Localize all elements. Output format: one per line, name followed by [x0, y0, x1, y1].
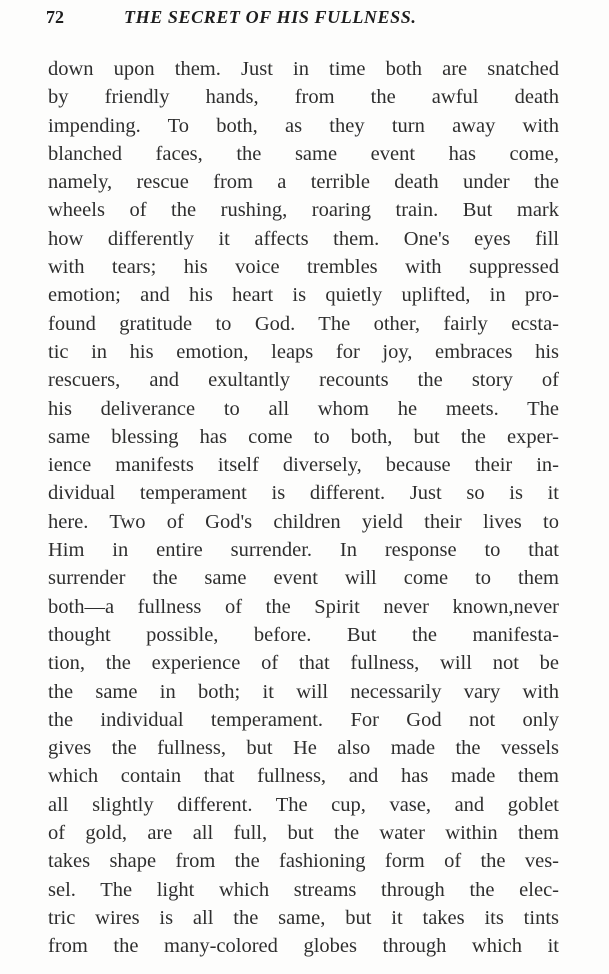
text-line: gives the fullness, but He also made the vessels	[48, 737, 559, 760]
text-line: tic in his emotion, leaps for joy, embraces his	[48, 340, 559, 363]
page-number: 72	[46, 7, 64, 27]
text-line: impending. To both, as they turn away with	[48, 114, 559, 137]
text-line: emotion; and his heart is quietly uplifted, in pro-	[48, 284, 559, 307]
text-line: from the many-colored globes through which it	[48, 935, 559, 958]
text-line: here. Two of God's children yield their lives to	[48, 510, 559, 533]
text-line: rescuers, and exultantly recounts the story of	[48, 369, 559, 392]
text-line: both—a fullness of the Spirit never known,never	[48, 595, 559, 618]
text-line: takes shape from the fashioning form of the ves-	[48, 850, 559, 873]
text-line: surrender the same event will come to them	[48, 567, 559, 590]
text-line: all slightly different. The cup, vase, and goblet	[48, 793, 559, 816]
text-line: namely, rescue from a terrible death under the	[48, 171, 559, 194]
text-line: blanched faces, the same event has come,	[48, 142, 559, 165]
text-line: the same in both; it will necessarily vary with	[48, 680, 559, 703]
text-line: same blessing has come to both, but the exper-	[48, 425, 559, 448]
text-line: his deliverance to all whom he meets. The	[48, 397, 559, 420]
text-line: by friendly hands, from the awful death	[48, 86, 559, 109]
text-line: which contain that fullness, and has made them	[48, 765, 559, 788]
text-line: tion, the experience of that fullness, will not be	[48, 652, 559, 675]
text-line: sel. The light which streams through the elec-	[48, 878, 559, 901]
text-line: found gratitude to God. The other, fairly ecsta-	[48, 312, 559, 335]
text-line: how differently it affects them. One's eyes fill	[48, 227, 559, 250]
running-head	[46, 6, 561, 28]
running-title: THE SECRET OF HIS FULLNESS.	[124, 7, 417, 27]
text-line: with tears; his voice trembles with suppressed	[48, 256, 559, 279]
text-line: of gold, are all full, but the water within them	[48, 822, 559, 845]
text-line: down upon them. Just in time both are snatched	[48, 58, 559, 80]
text-line: thought possible, before. But the manifesta-	[48, 623, 559, 646]
text-line: tric wires is all the same, but it takes its tints	[48, 906, 559, 929]
body-text	[48, 55, 559, 961]
text-line: the individual temperament. For God not only	[48, 708, 559, 731]
text-line: ience manifests itself diversely, because their in-	[48, 454, 559, 477]
text-line: wheels of the rushing, roaring train. But mark	[48, 199, 559, 222]
text-line: dividual temperament is different. Just so is it	[48, 482, 559, 505]
text-line: Him in entire surrender. In response to that	[48, 539, 559, 562]
